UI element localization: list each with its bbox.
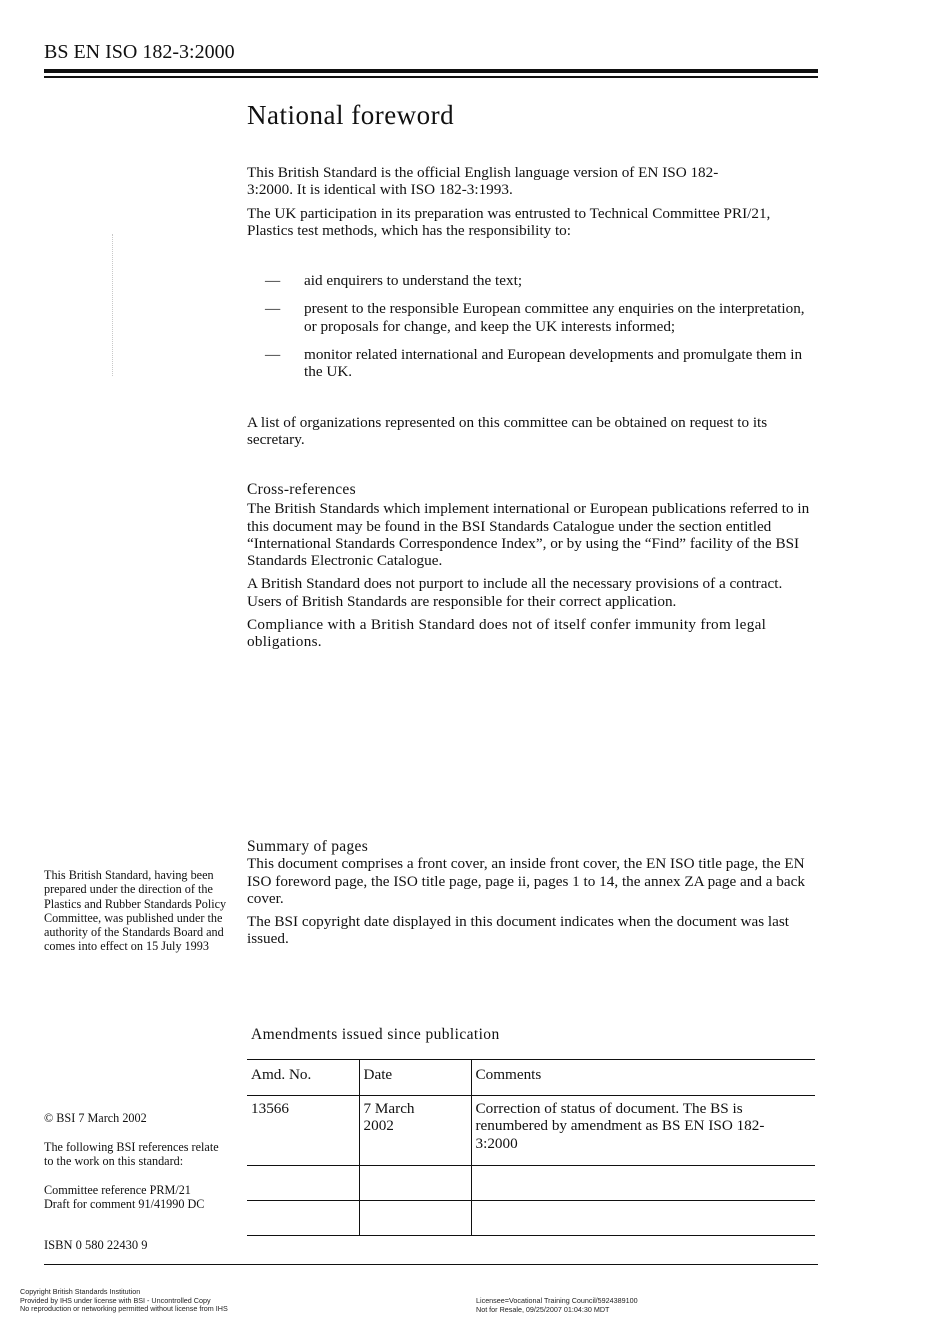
date-cell: 7 March 2002 [359,1096,471,1166]
footer-rule [44,1264,818,1265]
page-title: National foreword [247,100,455,130]
cross-references-section [247,481,819,657]
footer-license-right [476,1297,638,1314]
cross-references-paragraph-1: The British Standards which implement international or European publications referred to in this document may be found in the BSI Standards Catalogue under the section entitled “International Standards Correspondence Index”, or by using the “Find” facility of the BSI Standards Electronic Catalogue. [247,500,810,570]
list-item [247,300,819,335]
intro-paragraph-1: This British Standard is the official English language version of EN ISO 182-3:2000. It is identical with ISO 182-3:1993. [247,164,719,199]
list-note: A list of organizations represented on this committee can be obtained on request to its secretary. [247,414,768,449]
cross-references-paragraph-2: A British Standard does not purport to include all the necessary provisions of a contract. Users of British Standards are responsible for their correct application. [247,575,783,610]
cross-references-heading: Cross-references [247,481,356,498]
empty-cell [359,1201,471,1236]
comments-cell: Correction of status of document. The BS is renumbered by amendment as BS EN ISO 182-3:2000 [471,1096,815,1166]
list-item-text: present to the responsible European committee any enquiries on the interpretation, or proposals for change, and keep the UK interests informed; [304,300,805,335]
summary-section [247,838,819,954]
header-rule-thick [44,69,818,73]
dash-marker: — [265,300,281,318]
footer-license-left [20,1288,228,1314]
footer-line: Not for Resale, 09/25/2007 01:04:30 MDT [476,1304,610,1314]
list-item [247,346,819,381]
table-header-row [247,1060,815,1096]
empty-cell [359,1166,471,1201]
committee-reference: Committee reference PRM/21 [44,1183,191,1197]
footer-line: Copyright British Standards Institution [20,1287,141,1296]
table-row [247,1096,815,1166]
margin-mark [112,234,113,376]
empty-cell [471,1166,815,1201]
amendments-title: Amendments issued since publication [251,1026,500,1043]
list-item [247,272,819,289]
column-header-comments: Comments [471,1060,815,1096]
intro-paragraph-2: The UK participation in its preparation was entrusted to Technical Committee PRI/21, Plastics test methods, which has the responsibility to: [247,204,771,239]
dash-marker: — [265,345,281,363]
table-row [247,1166,815,1201]
cross-references-paragraph-3: Compliance with a British Standard does not of itself confer immunity from legal obligations. [247,616,767,651]
draft-reference: Draft for comment 91/41990 DC [44,1197,205,1211]
footer-line: Provided by IHS under license with BSI - Uncontrolled Copy [20,1295,211,1305]
amd-no-cell: 13566 [251,1100,289,1117]
references-intro: The following BSI references relate to the work on this standard: [44,1140,219,1169]
column-header-amd-no: Amd. No. [251,1066,312,1083]
empty-cell [247,1201,359,1236]
responsibilities-list [247,272,819,391]
header-rule-thin [44,76,818,78]
empty-cell [247,1166,359,1201]
prepared-note: This British Standard, having been prepared under the direction of the Plastics and Rubber Standards Policy Committee, was published under the authority of the Standards Board and comes into effect on 15 July 1993 [44,868,227,954]
list-item-text: monitor related international and European developments and promulgate them in the UK. [304,345,803,381]
dash-marker: — [265,272,281,289]
copyright-notice: © BSI 7 March 2002 [44,1111,147,1125]
summary-heading: Summary of pages [247,838,369,855]
list-item-text: aid enquirers to understand the text; [304,272,523,289]
isbn: ISBN 0 580 22430 9 [44,1238,148,1252]
document-code-header: BS EN ISO 182-3:2000 [44,41,235,63]
summary-paragraph-2: The BSI copyright date displayed in this document indicates when the document was last issued. [247,913,789,948]
list-note-section [247,414,819,455]
intro-section [247,164,819,245]
summary-paragraph-1: This document comprises a front cover, an inside front cover, the EN ISO title page, the EN ISO foreword page, the ISO title page, page ii, pages 1 to 14, the annex ZA page and a back cover. [247,855,805,907]
footer-line: Licensee=Vocational Training Council/5924389100 [476,1296,638,1305]
amendments-table [247,1059,815,1236]
footer-line: No reproduction or networking permitted without license from IHS [20,1304,228,1314]
column-header-date: Date [359,1060,471,1096]
empty-cell [471,1201,815,1236]
table-row [247,1201,815,1236]
